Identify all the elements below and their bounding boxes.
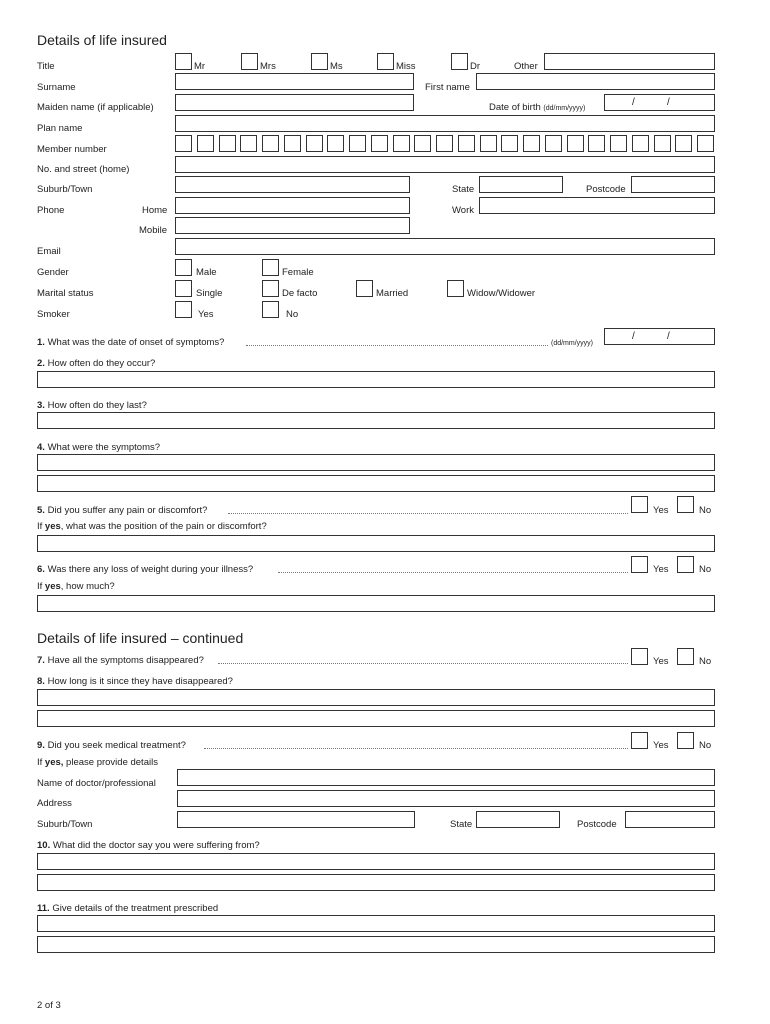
member-number-digit-cell[interactable] (480, 135, 497, 152)
q11-field-1[interactable] (37, 915, 715, 932)
doctor-postcode-label: Postcode (577, 819, 617, 830)
q1-format: (dd/mm/yyyy) (551, 340, 593, 347)
q3-field[interactable] (37, 412, 715, 429)
q6-leader (278, 572, 628, 573)
q7-no-label: No (699, 656, 712, 667)
q6-if: If (37, 581, 43, 592)
page-number: 2 of 3 (37, 1000, 61, 1011)
q7-label (37, 656, 204, 666)
member-number-digit-cell[interactable] (567, 135, 584, 152)
maiden-name-field[interactable] (175, 94, 414, 111)
member-number-digit-cell[interactable] (414, 135, 431, 152)
q7-leader (218, 663, 628, 664)
section-heading-continued: Details of life insured – continued (37, 630, 244, 646)
marital-married-label: Married (376, 288, 409, 299)
q5-followup-label (37, 522, 267, 532)
q8-number: 8. (37, 676, 45, 687)
q5-number: 5. (37, 505, 45, 516)
member-number-digit-cell[interactable] (262, 135, 279, 152)
surname-field[interactable] (175, 73, 414, 90)
street-label: No. and street (home) (37, 164, 130, 175)
doctor-state-field[interactable] (476, 811, 560, 828)
q10-label (37, 841, 260, 851)
q3-label (37, 401, 147, 411)
q5-label (37, 506, 207, 516)
marital-married-checkbox[interactable] (356, 280, 373, 297)
member-number-digit-cell[interactable] (436, 135, 453, 152)
doctor-state-label: State (450, 819, 473, 830)
doctor-address-label: Address (37, 798, 72, 809)
q10-text: What did the doctor say you were suffering from? (52, 840, 260, 851)
q10-number: 10. (37, 840, 51, 851)
member-number-digit-cell[interactable] (610, 135, 627, 152)
dob-label (489, 103, 585, 113)
dob-slash-2: / (667, 97, 670, 108)
first-name-field[interactable] (476, 73, 715, 90)
first-name-label: First name (425, 82, 470, 93)
smoker-yes-checkbox[interactable] (175, 301, 192, 318)
member-number-digit-cell[interactable] (588, 135, 605, 152)
member-number-digit-cell[interactable] (654, 135, 671, 152)
member-number-digit-cell[interactable] (349, 135, 366, 152)
title-mrs-checkbox[interactable] (241, 53, 258, 70)
q1-slash-1: / (632, 331, 635, 342)
q9-label (37, 741, 186, 751)
q7-number: 7. (37, 655, 45, 666)
q6-label (37, 565, 253, 575)
email-label: Email (37, 246, 61, 257)
doctor-address-field[interactable] (177, 790, 715, 807)
q9-text: Did you seek medical treatment? (47, 740, 186, 751)
q5-no-label: No (699, 505, 712, 516)
title-other-field[interactable] (544, 53, 715, 70)
q1-date-field[interactable] (604, 328, 715, 345)
q6-followup-label (37, 582, 115, 592)
q10-field-2[interactable] (37, 874, 715, 891)
marital-defacto-checkbox[interactable] (262, 280, 279, 297)
q2-label (37, 359, 155, 369)
marital-single-checkbox[interactable] (175, 280, 192, 297)
smoker-no-checkbox[interactable] (262, 301, 279, 318)
title-miss-checkbox[interactable] (377, 53, 394, 70)
q1-number: 1. (37, 337, 45, 348)
phone-home-label: Home (142, 205, 168, 216)
q9-follow-text: please provide details (63, 757, 158, 768)
title-mr-checkbox[interactable] (175, 53, 192, 70)
q8-field-1[interactable] (37, 689, 715, 706)
member-number-digit-cell[interactable] (240, 135, 257, 152)
member-number-digit-cell[interactable] (545, 135, 562, 152)
member-number-digit-cell[interactable] (284, 135, 301, 152)
q9-no-label: No (699, 740, 712, 751)
smoker-label: Smoker (37, 309, 70, 320)
member-number-label: Member number (37, 144, 107, 155)
q5-yes-bold: yes (44, 521, 61, 532)
q9-yes-bold: yes, (44, 757, 64, 768)
doctor-postcode-field[interactable] (625, 811, 715, 828)
postcode-field[interactable] (631, 176, 715, 193)
member-number-digit-cell[interactable] (501, 135, 518, 152)
q6-yes-label: Yes (653, 564, 669, 575)
q7-no-checkbox[interactable] (677, 648, 694, 665)
plan-name-field[interactable] (175, 115, 715, 132)
surname-label: Surname (37, 82, 76, 93)
q9-followup-label (37, 758, 158, 768)
title-ms-label: Ms (330, 61, 343, 72)
smoker-no-label: No (286, 309, 299, 320)
q3-text: How often do they last? (47, 400, 147, 411)
q6-text: Was there any loss of weight during your illness? (47, 564, 254, 575)
title-label: Title (37, 61, 55, 72)
maiden-name-label: Maiden name (if applicable) (37, 102, 154, 113)
q6-no-label: No (699, 564, 712, 575)
title-miss-label: Miss (396, 61, 416, 72)
state-field[interactable] (479, 176, 563, 193)
title-ms-checkbox[interactable] (311, 53, 328, 70)
suburb-label: Suburb/Town (37, 184, 93, 195)
street-field[interactable] (175, 156, 715, 173)
q6-number: 6. (37, 564, 45, 575)
phone-label: Phone (37, 205, 65, 216)
member-number-digit-cell[interactable] (197, 135, 214, 152)
title-dr-checkbox[interactable] (451, 53, 468, 70)
q7-text: Have all the symptoms disappeared? (47, 655, 204, 666)
q4-label (37, 443, 160, 453)
phone-mobile-field[interactable] (175, 217, 410, 234)
q4-field-1[interactable] (37, 454, 715, 471)
q5-if: If (37, 521, 43, 532)
doctor-field[interactable] (177, 769, 715, 786)
title-other-label: Other (514, 61, 538, 72)
q3-number: 3. (37, 400, 45, 411)
phone-work-label: Work (452, 205, 474, 216)
doctor-suburb-field[interactable] (177, 811, 415, 828)
member-number-digit-cell[interactable] (675, 135, 692, 152)
q5-follow-text: , what was the position of the pain or discomfort? (60, 521, 267, 532)
q8-label (37, 677, 233, 687)
gender-male-checkbox[interactable] (175, 259, 192, 276)
q4-text: What were the symptoms? (47, 442, 161, 453)
q6-no-checkbox[interactable] (677, 556, 694, 573)
q5-no-checkbox[interactable] (677, 496, 694, 513)
q5-yes-checkbox[interactable] (631, 496, 648, 513)
q9-no-checkbox[interactable] (677, 732, 694, 749)
marital-widow-label: Widow/Widower (467, 288, 536, 299)
gender-label: Gender (37, 267, 69, 278)
q9-if: If (37, 757, 43, 768)
q4-field-2[interactable] (37, 475, 715, 492)
q6-field[interactable] (37, 595, 715, 612)
member-number-digit-cell[interactable] (393, 135, 410, 152)
q5-leader (228, 513, 628, 514)
member-number-digit-cell[interactable] (175, 135, 192, 152)
q11-number: 11. (37, 903, 50, 914)
title-dr-label: Dr (470, 61, 481, 72)
suburb-field[interactable] (175, 176, 410, 193)
q2-number: 2. (37, 358, 45, 369)
q1-leader (246, 345, 548, 346)
q9-yes-checkbox[interactable] (631, 732, 648, 749)
member-number-digit-cell[interactable] (219, 135, 236, 152)
q1-label (37, 338, 224, 348)
q5-yes-label: Yes (653, 505, 669, 516)
gender-female-label: Female (282, 267, 314, 278)
q6-follow-text: , how much? (60, 581, 115, 592)
q4-number: 4. (37, 442, 45, 453)
marital-widow-checkbox[interactable] (447, 280, 464, 297)
doctor-suburb-label: Suburb/Town (37, 819, 93, 830)
q8-text: How long is it since they have disappeared? (47, 676, 233, 687)
dob-slash-1: / (632, 97, 635, 108)
q1-text: What was the date of onset of symptoms? (47, 337, 225, 348)
q9-leader (204, 748, 628, 749)
plan-name-label: Plan name (37, 123, 83, 134)
email-field[interactable] (175, 238, 715, 255)
gender-female-checkbox[interactable] (262, 259, 279, 276)
member-number-digit-cell[interactable] (458, 135, 475, 152)
marital-label: Marital status (37, 288, 94, 299)
member-number-digit-cell[interactable] (371, 135, 388, 152)
phone-mobile-label: Mobile (139, 225, 167, 236)
q6-yes-checkbox[interactable] (631, 556, 648, 573)
q8-field-2[interactable] (37, 710, 715, 727)
doctor-label: Name of doctor/professional (37, 778, 156, 789)
q1-slash-2: / (667, 331, 670, 342)
q6-yes-bold: yes (44, 581, 61, 592)
q11-text: Give details of the treatment prescribed (52, 903, 219, 914)
member-number-digit-cell[interactable] (327, 135, 344, 152)
dob-field[interactable] (604, 94, 715, 111)
q2-field[interactable] (37, 371, 715, 388)
member-number-digit-cell[interactable] (306, 135, 323, 152)
member-number-digit-cell[interactable] (523, 135, 540, 152)
section-heading: Details of life insured (37, 32, 167, 48)
member-number-digit-cell[interactable] (632, 135, 649, 152)
q11-field-2[interactable] (37, 936, 715, 953)
member-number-digit-cell[interactable] (697, 135, 714, 152)
title-mrs-label: Mrs (260, 61, 276, 72)
q7-yes-checkbox[interactable] (631, 648, 648, 665)
q9-yes-label: Yes (653, 740, 669, 751)
smoker-yes-label: Yes (198, 309, 214, 320)
q5-text: Did you suffer any pain or discomfort? (47, 505, 208, 516)
gender-male-label: Male (196, 267, 217, 278)
phone-home-field[interactable] (175, 197, 410, 214)
q7-yes-label: Yes (653, 656, 669, 667)
q9-number: 9. (37, 740, 45, 751)
q11-label (37, 904, 218, 914)
dob-format: (dd/mm/yyyy) (543, 105, 586, 112)
phone-work-field[interactable] (479, 197, 715, 214)
postcode-label: Postcode (586, 184, 626, 195)
marital-defacto-label: De facto (282, 288, 318, 299)
q5-field[interactable] (37, 535, 715, 552)
state-label: State (452, 184, 475, 195)
q10-field-1[interactable] (37, 853, 715, 870)
dob-label-text: Date of birth (489, 102, 541, 113)
title-mr-label: Mr (194, 61, 206, 72)
marital-single-label: Single (196, 288, 223, 299)
q2-text: How often do they occur? (47, 358, 156, 369)
